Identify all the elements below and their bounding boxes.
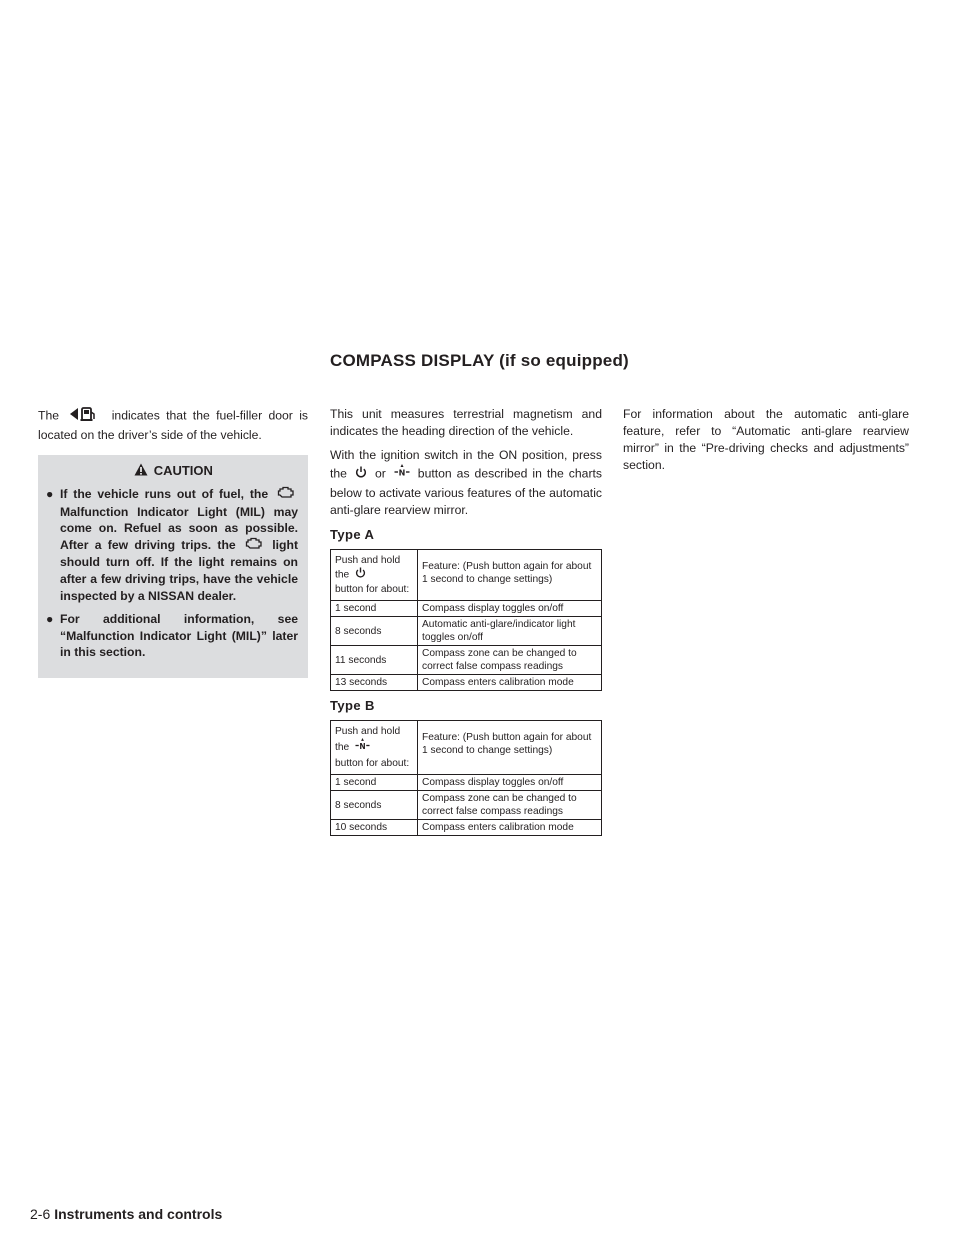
caution-heading [46,455,298,486]
caution-item-1-b: Malfunction Indicator Light (MIL) may come on. Refuel as soon as possible. After a few driving trips. the [60,504,298,552]
header-push-hold: Push and hold [335,726,401,737]
caution-item-2-text: For additional information, see “Malfunction Indicator Light (MIL)” later in this section. [60,612,298,660]
header-cell-feature: Feature: (Push button again for about 1 second to change settings) [418,721,602,775]
feature-cell: Compass display toggles on/off [418,775,602,791]
bullet: ● [46,612,54,627]
feature-cell: Automatic anti-glare/indicator light toggles on/off [418,617,602,646]
header-cell-duration [331,721,418,775]
page-number: 2-6 [30,1206,51,1222]
duration-cell: 8 seconds [331,791,418,820]
type-a-title: Type A [330,527,375,542]
duration-cell: 10 seconds [331,820,418,836]
check-engine-icon [277,486,295,504]
table-header-row [331,550,602,601]
header-button-for: button for about: [335,758,410,769]
svg-text:N: N [359,741,366,751]
feature-cell: Compass display toggles on/off [418,601,602,617]
footer-section-name: Instruments and controls [54,1206,223,1222]
caution-item-1-a: If the vehicle runs out of fuel, the [60,487,269,502]
intro-pre-text: The [38,408,60,423]
caution-label: CAUTION [153,463,213,478]
svg-text:N: N [398,468,406,478]
compass-n-button-icon [394,464,410,485]
table-row [331,791,602,820]
fuel-door-paragraph [38,406,308,444]
compass-press-paragraph [330,447,602,519]
fuel-door-arrow-icon [68,406,102,427]
header-push-hold: Push and hold [335,555,401,566]
power-button-icon [355,567,366,583]
table-row [331,646,602,675]
caution-item-1-c: light should turn off. If the light remains on after a few driving trips, have the vehicle inspected by a NISSAN dealer. [60,537,299,603]
feature-cell: Compass enters calibration mode [418,820,602,836]
table-row [331,617,602,646]
column-middle [330,406,602,842]
check-engine-icon [245,537,263,555]
compass-intro-paragraph: This unit measures terrestrial magnetism and indicates the heading direction of the vehicle. [330,407,602,438]
page-footer [30,1206,222,1222]
type-b-table [330,720,602,836]
duration-cell: 8 seconds [331,617,418,646]
header-button-for: button for about: [335,584,410,595]
press-text-b: button as described in the charts below to activate various features of the automatic anti-glare rearview mirror. [330,466,602,517]
press-text-a: With the ignition switch in the ON position, press the [330,448,602,481]
header-the-line [335,738,413,757]
header-cell-feature: Feature: (Push button again for about 1 second to change settings) [418,550,602,601]
header-cell-duration [331,550,418,601]
feature-cell: Compass enters calibration mode [418,675,602,691]
duration-cell: 11 seconds [331,646,418,675]
table-row [331,820,602,836]
intro-post-text: indicates that the fuel-filler door is located on the driver’s side of the vehicle. [38,408,308,442]
section-title: COMPASS DISPLAY (if so equipped) [330,351,629,370]
header-the: the [335,742,350,754]
column-left [38,406,308,678]
table-header-row [331,721,602,775]
bullet: ● [46,487,54,502]
press-text-or: or [374,466,386,481]
duration-cell: 1 second [331,775,418,791]
anti-glare-reference-paragraph: For information about the automatic anti-glare feature, refer to “Automatic anti-glare rearview mirror” in the “Pre-driving checks and adjustments” section. [623,407,909,472]
caution-box [38,455,308,678]
duration-cell: 1 second [331,601,418,617]
caution-item-1 [46,486,298,604]
table-row [331,775,602,791]
feature-cell: Compass zone can be changed to correct false compass readings [418,646,602,675]
feature-cell: Compass zone can be changed to correct false compass readings [418,791,602,820]
caution-item-2 [46,611,298,661]
type-a-table [330,549,602,691]
compass-n-button-icon [355,738,370,757]
type-b-title: Type B [330,698,375,713]
duration-cell: 13 seconds [331,675,418,691]
header-the: the [335,569,350,581]
header-the-line [335,567,413,583]
table-row [331,601,602,617]
power-button-icon [355,466,367,484]
column-right [623,406,909,481]
warning-triangle-icon [134,463,148,480]
table-row [331,675,602,691]
